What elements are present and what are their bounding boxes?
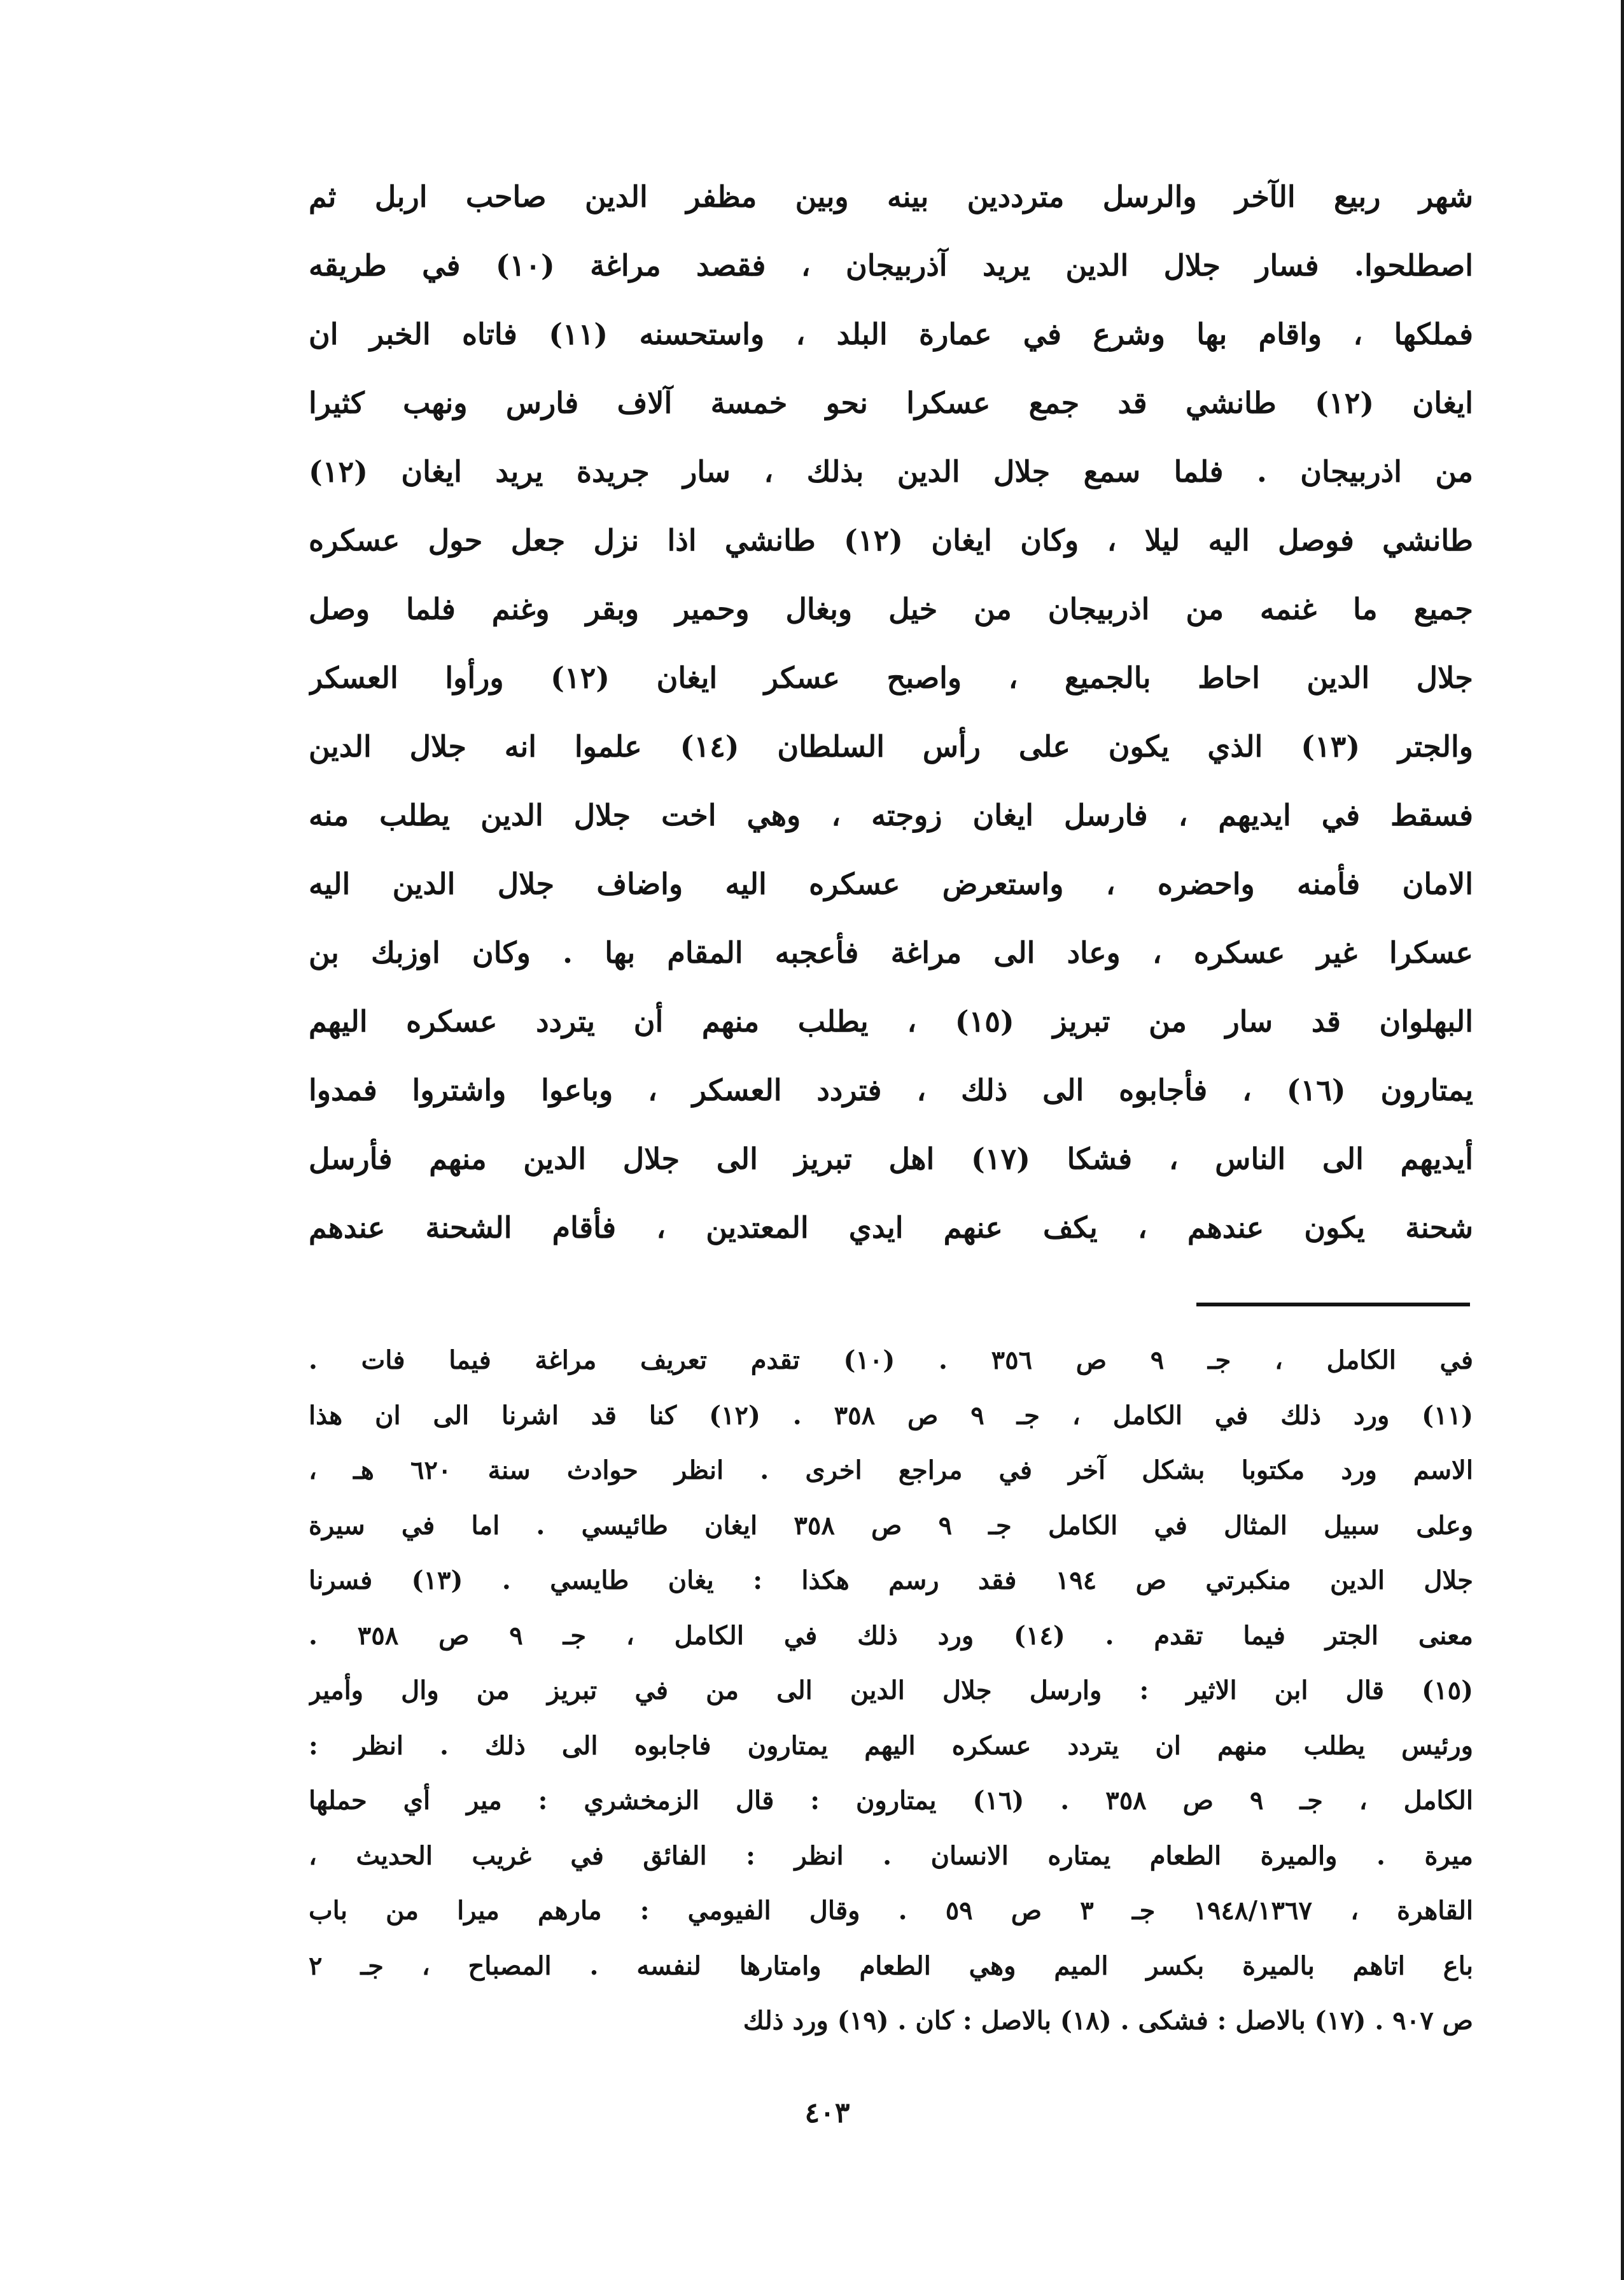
body-line: من اذربيجان . فلما سمع جلال الدين بذلك ، سار جريدة يريد ايغان (١٢) [309,454,1473,489]
main-text [309,162,1473,1262]
footnote-line: وعلى سبيل المثال في الكامل جـ ٩ ص ٣٥٨ ايغان طائيسي . اما في سيرة [309,1510,1473,1541]
body-line: والجتر (١٣) الذي يكون على رأس السلطان (١٤) علموا انه جلال الدين [309,729,1473,764]
body-line: طانشي فوصل اليه ليلا ، وكان ايغان (١٢) طانشي اذا نزل جعل حول عسكره [309,523,1473,557]
footnote-line: القاهرة ، ١٩٤٨/١٣٦٧ جـ ٣ ص ٥٩ . وقال الفيومي : مارهم ميرا من باب [309,1896,1473,1926]
footnote-line: باع اتاهم بالميرة بكسر الميم وهي الطعام وامتارها لنفسه . المصباح ، جـ ٢ [309,1950,1473,1981]
body-line: ايغان (١٢) طانشي قد جمع عسكرا نحو خمسة آلاف فارس ونهب كثيرا [309,386,1473,420]
body-line: البهلوان قد سار من تبريز (١٥) ، يطلب منهم أن يتردد عسكره اليهم [309,1004,1473,1039]
footnote-line: (١٥) قال ابن الاثير : وارسل جلال الدين الى من في تبريز من وال وأمير [309,1675,1473,1705]
footnote-line: الكامل ، جـ ٩ ص ٣٥٨ . (١٦) يمتارون : قال الزمخشري : مير أي حملها [309,1786,1473,1815]
footnote-line: الاسم ورد مكتوبا بشكل آخر في مراجع اخرى . انظر حوادث سنة ٦٢٠ هـ ، [309,1455,1473,1485]
page-edge [1621,0,1624,2280]
body-line: عسكرا غير عسكره ، وعاد الى مراغة فأعجبه المقام بها . وكان اوزبك بن [309,935,1473,970]
footnote-line: جلال الدين منكبرتي ص ١٩٤ فقد رسم هكذا : يغان طايسي . (١٣) فسرنا [309,1565,1473,1595]
footnote-line: معنى الجتر فيما تقدم . (١٤) ورد ذلك في الكامل ، جـ ٩ ص ٣٥٨ . [309,1620,1473,1651]
body-line: شهر ربيع الآخر والرسل مترددين بينه وبين مظفر الدين صاحب اربل ثم [309,179,1473,214]
footnote-line: في الكامل ، جـ ٩ ص ٣٥٦ . (١٠) تقدم تعريف مراغة فيما فات . [309,1345,1473,1375]
body-line: فسقط في ايديهم ، فارسل ايغان زوجته ، وهي اخت جلال الدين يطلب منه [309,798,1473,832]
body-line: جلال الدين احاط بالجميع ، واصبح عسكر ايغان (١٢) ورأوا العسكر [309,661,1473,695]
body-line: الامان فأمنه واحضره ، واستعرض عسكره اليه واضاف جلال الدين اليه [309,867,1473,901]
footnote-line: (١١) ورد ذلك في الكامل ، جـ ٩ ص ٣٥٨ . (١٢) كنا قد اشرنا الى ان هذا [309,1400,1473,1430]
body-line: اصطلحوا. فسار جلال الدين يريد آذربيجان ، فقصد مراغة (١٠) في طريقه [309,248,1473,283]
body-line: شحنة يكون عندهم ، يكف عنهم ايدي المعتدين ، فأقام الشحنة عندهم [309,1210,1473,1245]
body-line: أيديهم الى الناس ، فشكا (١٧) اهل تبريز الى جلال الدين منهم فأرسل [309,1142,1473,1176]
body-line: يمتارون (١٦) ، فأجابوه الى ذلك ، فتردد العسكر ، وباعوا واشتروا فمدوا [309,1073,1473,1107]
page-number: ٤٠٣ [804,2097,850,2129]
footnote-line: ميرة . والميرة الطعام يمتاره الانسان . انظر : الفائق في غريب الحديث ، [309,1840,1473,1871]
footnotes [309,1333,1473,2049]
body-line: جميع ما غنمه من اذربيجان من خيل وبغال وحمير وبقر وغنم فلما وصل [309,592,1473,626]
footnote-line: ص ٩٠٧ . (١٧) بالاصل : فشكى . (١٨) بالاصل : كان . (١٩) ورد ذلك [743,2006,1473,2036]
footnote-line: ورئيس يطلب منهم ان يتردد عسكره اليهم يمتارون فاجابوه الى ذلك . انظر : [309,1730,1473,1761]
body-line: فملكها ، واقام بها وشرع في عمارة البلد ، واستحسنه (١١) فاتاه الخبر ان [309,317,1473,351]
footnote-divider [1196,1303,1470,1306]
